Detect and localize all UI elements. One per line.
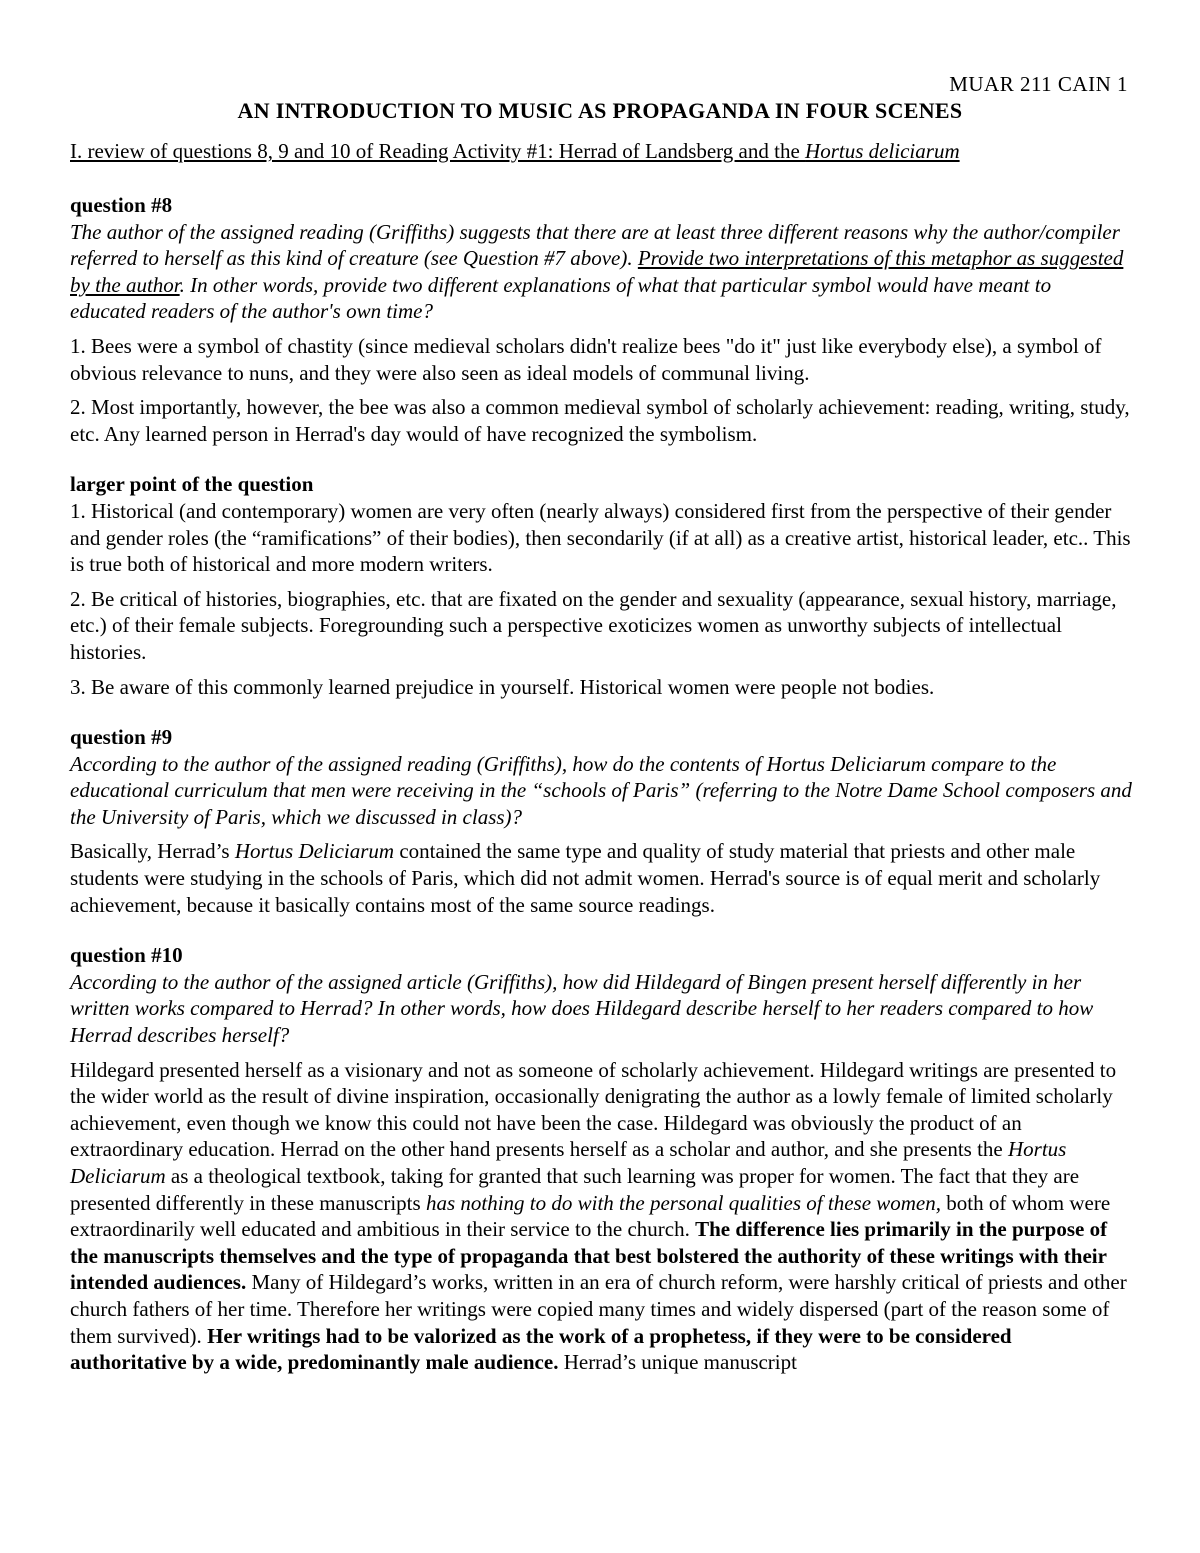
answer-bold-2: Her writings had to be valorized as the work of a prophetess, if they were to be considered authoritative by a wide, predominantly male audience. (70, 1323, 1012, 1375)
question-8-answer-2: 2. Most importantly, however, the bee was also a common medieval symbol of scholarly achievement: reading, writing, study, etc. Any learned person in Herrad's day would of have recognized the symbolism. (70, 395, 1130, 446)
question-8-heading: question #8 (70, 193, 173, 217)
answer-text-4: Many of Hildegard’s works, written in an era of church reform, were harshly critical of priests and other church fathers of her time. Therefore her writings were copied many times and widely dispersed (part of the reason some of them survived). (70, 1270, 1127, 1348)
larger-point-heading: larger point of the question (70, 472, 314, 497)
question-9-answer-italic: Hortus Deliciarum (234, 839, 395, 864)
question-9-prompt: According to the author of the assigned reading (Griffiths), how do the contents of Hortus Deliciarum compare to the educational curriculum that men were receiving in the “schools of Paris” (referring to the Notre Dame School composers and the University of Paris, which we discussed in class)? (70, 751, 1132, 829)
section-heading-text: I. review of questions 8, 9 and 10 of Reading Activity #1: Herrad of Landsberg and the (70, 139, 806, 163)
answer-text-2: as a theological textbook, taking for granted that such learning was proper for women. The fact that they are presented differently in these manuscripts (70, 1164, 1080, 1215)
answer-bold-1: The difference lies primarily in the purpose of the manuscripts themselves and the type of propaganda that best bolstered the authority of these writings with their intended audiences. (70, 1217, 1108, 1295)
question-8-prompt-part-a: The author of the assigned reading (Griffiths) suggests that there are at least three different reasons why the author/compiler referred to herself as this kind of creature (see Question #7 above). (70, 219, 1120, 271)
question-9-answer-part-b: contained the same type and quality of study material that priests and other male students were studying in the schools of Paris, which did not admit women. Herrad's source is of equal merit and scholarly achievement, because it basically contains most of the same source readings. (70, 839, 1101, 917)
larger-point-1: 1. Historical (and contemporary) women are very often (nearly always) considered first from the perspective of their gender and gender roles (the “ramifications” of their bodies), then secondarily (if at all) as a creative artist, historical leader, etc.. This is true both of historical and more modern writers. (70, 498, 1131, 577)
larger-point-3: 3. Be aware of this commonly learned prejudice in yourself. Historical women were people not bodies. (70, 674, 935, 699)
question-10-answer (70, 1057, 1132, 1376)
section-heading-italic: Hortus deliciarum (805, 139, 960, 163)
question-9-answer-part-a: Basically, Herrad’s (70, 839, 235, 864)
document-body (70, 192, 1132, 1376)
question-8-answer-1: 1. Bees were a symbol of chastity (since medieval scholars didn't realize bees "do it" just like everybody else), a symbol of obvious relevance to nuns, and they were also seen as ideal models of communal living. (70, 333, 1102, 385)
question-10-prompt: According to the author of the assigned article (Griffiths), how did Hildegard of Bingen present herself differently in her written works compared to Herrad? In other words, how does Hildegard describe herself to her readers compared to how Herrad describes herself? (70, 969, 1094, 1048)
answer-italic-1: Hortus Deliciarum (70, 1137, 1067, 1188)
question-8-prompt (70, 219, 1132, 325)
larger-point-2: 2. Be critical of histories, biographies, etc. that are fixated on the gender and sexuality (appearance, sexual history, marriage, etc.) of their female subjects. Foregrounding such a perspective exoticizes women as unworthy subjects of intellectual histories. (70, 586, 1117, 664)
question-8-prompt-part-b: . In other words, provide two different explanations of what that particular symbol would have meant to educated readers of the author's own time? (70, 272, 1052, 324)
question-10-heading: question #10 (70, 943, 183, 968)
answer-italic-2: has nothing to do with the personal qualities of these women, (425, 1190, 942, 1215)
question-9-heading: question #9 (70, 725, 173, 750)
answer-text-5: Herrad’s unique manuscript (558, 1350, 797, 1375)
page-title: AN INTRODUCTION TO MUSIC AS PROPAGANDA IN FOUR SCENES (237, 98, 963, 123)
answer-text-1: Hildegard presented herself as a visionary and not as someone of scholarly achievement. Hildegard writings are presented to the wider world as the result of divine inspiration, occasionally denigrating the author as a lowly female of limited scholarly achievement, even though we know this could not have been the case. Hildegard was obviously the product of an extraordinary education. Herrad on the other hand presents herself as a scholar and author, and she presents the (70, 1057, 1117, 1162)
section-heading (70, 139, 960, 164)
question-8-prompt-underlined: Provide two interpretations of this metaphor as suggested by the author (70, 246, 1124, 297)
question-9-answer (70, 838, 1132, 918)
answer-text-3: both of whom were extraordinarily well educated and ambitious in their service to the church. (70, 1190, 1111, 1242)
page-header: MUAR 211 CAIN 1 (949, 72, 1128, 96)
